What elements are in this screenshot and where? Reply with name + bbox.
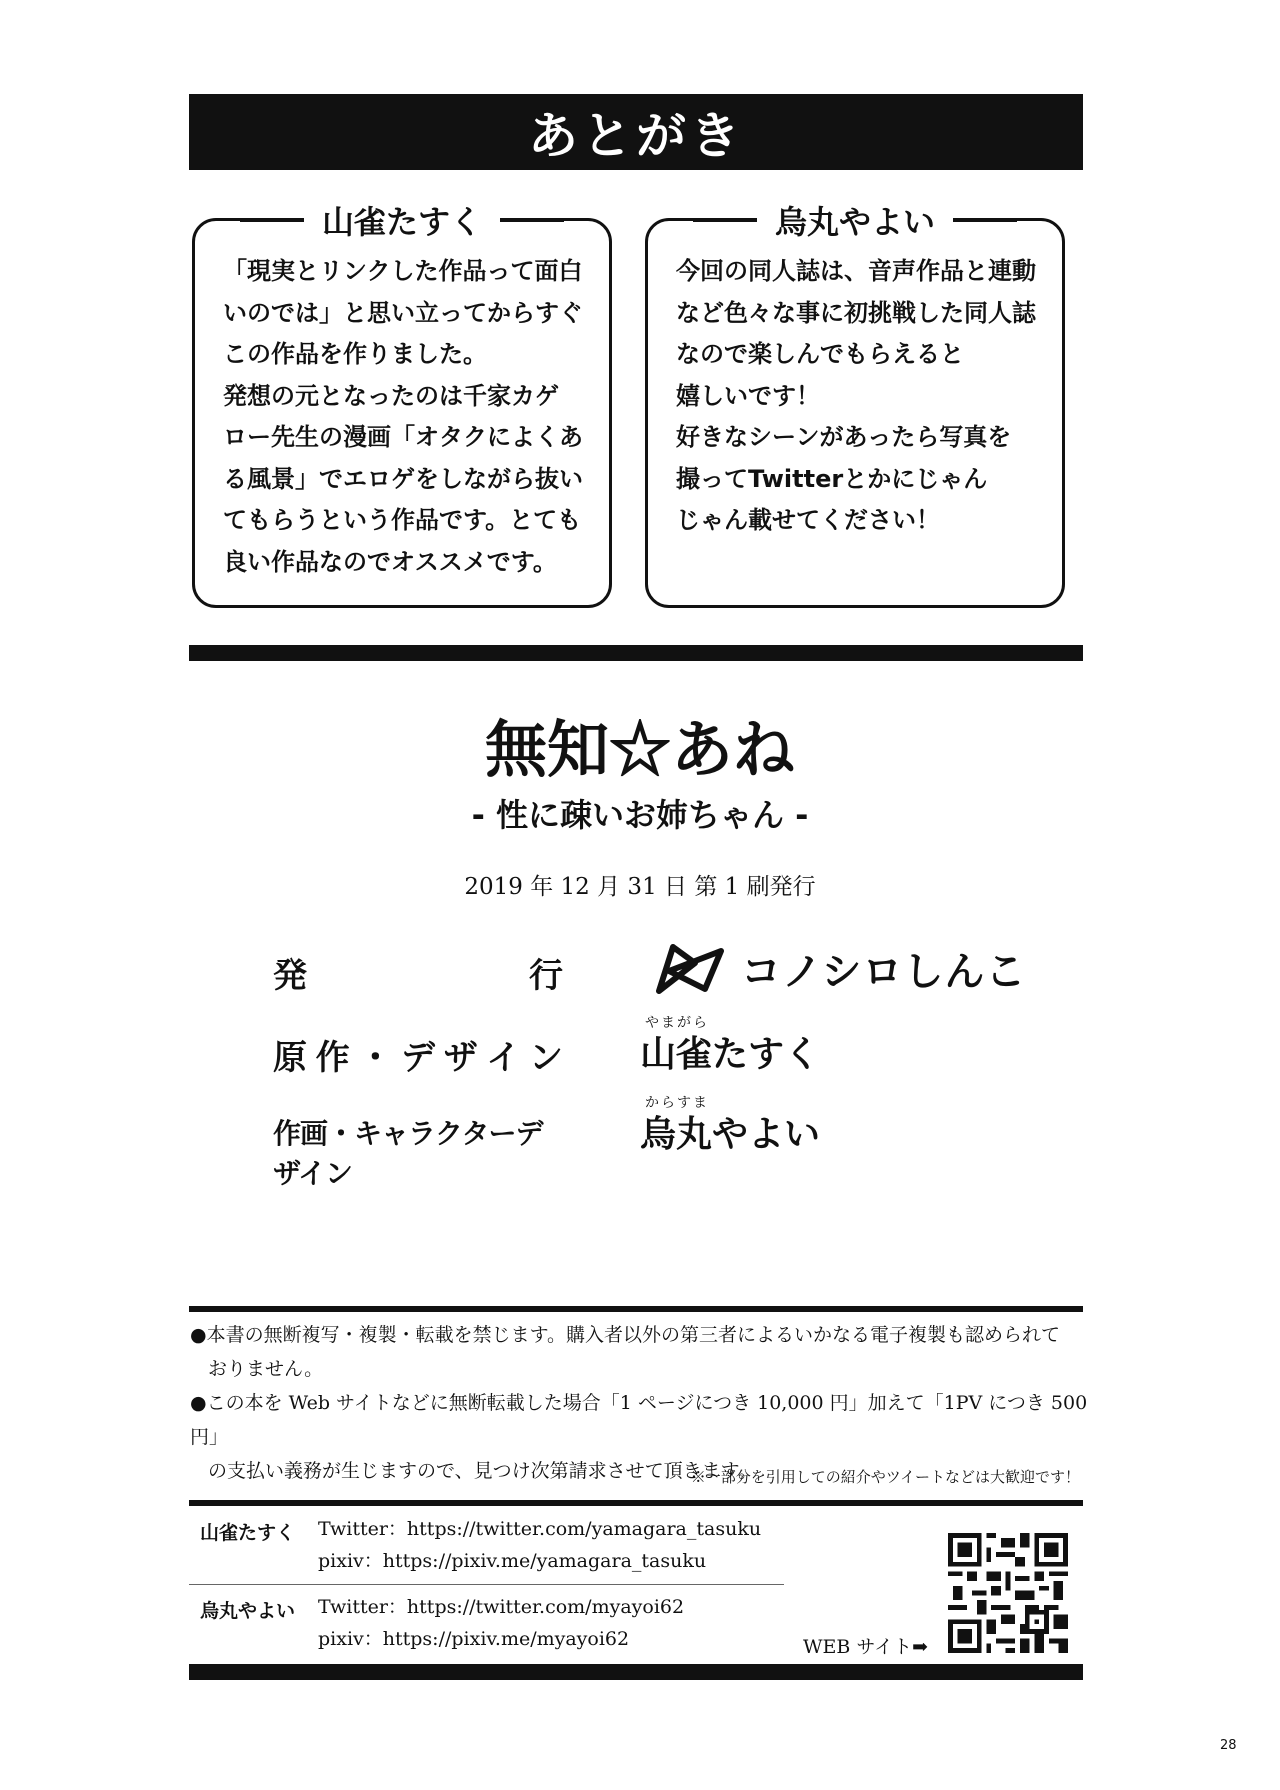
pixiv-link[interactable]: pixiv：https://pixiv.me/yamagara_tasuku [318, 1550, 707, 1572]
notice-rule [189, 1306, 1083, 1312]
notice-line: ●この本を Web サイトなどに無断転載した場合「1 ページにつき 10,000 円」加えて「1PV につき 500 円」 [190, 1392, 1088, 1448]
art-design-label: 作画・キャラクターデザイン [273, 1117, 543, 1190]
art-ruby: からすま [645, 1095, 709, 1111]
web-site-label: WEB サイト➡ [803, 1636, 928, 1658]
notice-block [190, 1318, 1090, 1488]
title-dash [500, 219, 564, 222]
afterword-box-left [192, 203, 612, 608]
book-subtitle: - 性に疎いお姉ちゃん - [471, 796, 809, 834]
link-author-name: 烏丸やよい [200, 1600, 296, 1622]
publisher-label: 発 行 [273, 956, 563, 996]
box-title-left [195, 197, 609, 243]
quote-welcome-note: ※一部分を引用しての紹介やツイートなどは大歓迎です！ [690, 1468, 1080, 1486]
notice-line: ●本書の無断複写・複製・転載を禁じます。購入者以外の第三者によるいかなる電子複製も認められて [190, 1324, 1061, 1346]
publication-date: 2019 年 12 月 31 日 第 1 刷発行 [464, 874, 816, 900]
author-name: 山雀たすく [304, 197, 500, 243]
qr-code-icon[interactable] [948, 1533, 1068, 1653]
title-dash [953, 219, 1017, 222]
afterword-text-right: 今回の同人誌は、音声作品と連動 など色々な事に初挑戦した同人誌 なので楽しんでもらえると 嬉しいです！ 好きなシーンがあったら写真を 撮ってTwitterとかにじゃん じゃん載せてください！ [676, 257, 1036, 534]
publisher-logo-text: コノシロしんこ [741, 949, 1027, 995]
original-ruby: やまがら [645, 1015, 709, 1031]
links-rule [189, 1500, 1083, 1506]
art-author: 烏丸やよい [640, 1113, 821, 1155]
footer-bar [189, 1664, 1083, 1680]
book-title: 無知☆あね [484, 713, 795, 786]
title-dash [693, 219, 757, 222]
publisher-logo [655, 940, 1026, 997]
notice-line: おりません。 [208, 1358, 324, 1380]
page-number: 28 [1220, 1738, 1237, 1753]
afterword-text-left: 「現実とリンクした作品って面白 いのでは」と思い立ってからすぐ この作品を作りました。 発想の元となったのは千家カゲ ロー先生の漫画「オタクによくあ る風景」でエロゲをしながら抜い てもらうという作品です。とても 良い作品なのでオススメです。 [223, 257, 583, 576]
original-design-label: 原 作 ・ デ ザ イ ン [273, 1038, 563, 1078]
twitter-link[interactable]: Twitter：https://twitter.com/myayoi62 [318, 1596, 685, 1618]
publisher-logo-icon [655, 941, 727, 997]
link-author-name: 山雀たすく [200, 1522, 296, 1544]
notice-line: の支払い義務が生じますので、見つけ次第請求させて頂きます。 [208, 1460, 758, 1482]
author-name: 烏丸やよい [757, 197, 953, 243]
box-title-right [648, 197, 1062, 243]
afterword-box-right [645, 203, 1065, 608]
section-divider [189, 645, 1083, 661]
pixiv-link[interactable]: pixiv：https://pixiv.me/myayoi62 [318, 1628, 630, 1650]
twitter-link[interactable]: Twitter：https://twitter.com/yamagara_tasuku [318, 1518, 762, 1540]
link-divider [189, 1584, 784, 1585]
original-author: 山雀たすく [640, 1033, 821, 1075]
title-dash [240, 219, 304, 222]
afterword-title: あとがき [528, 107, 744, 165]
afterword-banner [189, 94, 1083, 170]
